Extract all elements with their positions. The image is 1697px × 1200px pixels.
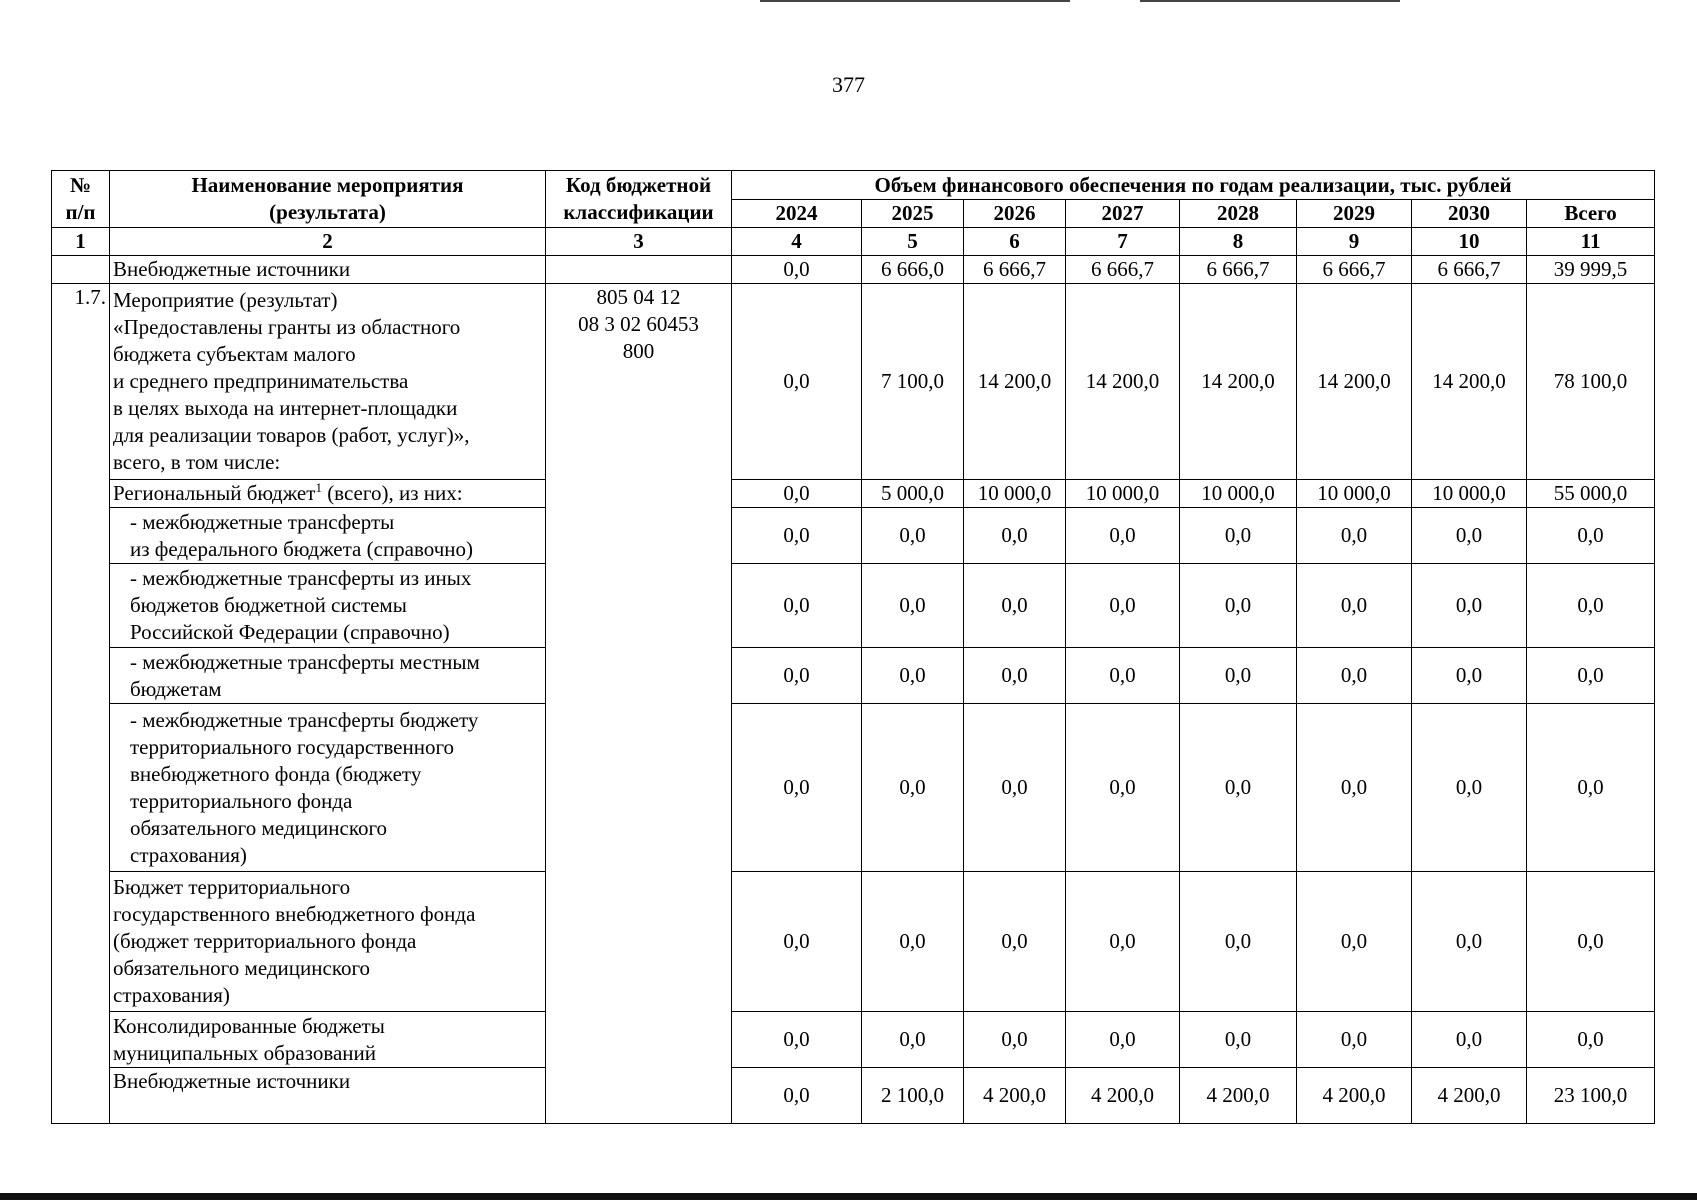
- value-cell: 0,0: [1180, 564, 1297, 648]
- bottom-edge-bar: [0, 1193, 1697, 1200]
- header-funding: Объем финансового обеспечения по годам реализации, тыс. рублей: [732, 171, 1655, 200]
- value-cell: 0,0: [862, 564, 964, 648]
- value-cell: 2 100,0: [862, 1068, 964, 1124]
- item-row: [52, 284, 1655, 480]
- value-cell: 14 200,0: [1066, 284, 1180, 480]
- header-no: № п/п: [52, 171, 110, 228]
- value-cell: 6 666,7: [1180, 256, 1297, 284]
- col-number: 11: [1527, 228, 1655, 256]
- value-cell: 0,0: [964, 872, 1066, 1012]
- value-cell: 0,0: [732, 508, 862, 564]
- value-cell: 0,0: [1066, 1012, 1180, 1068]
- regional-budget-label: Региональный бюджет: [113, 481, 316, 505]
- row-name: - межбюджетные трансферты из федерального бюджета (справочно): [110, 508, 546, 564]
- value-cell: 0,0: [964, 564, 1066, 648]
- value-cell: 0,0: [1527, 508, 1655, 564]
- col-number: 4: [732, 228, 862, 256]
- col-number: 10: [1412, 228, 1527, 256]
- transfer-row: [52, 704, 1655, 872]
- value-cell: 0,0: [964, 648, 1066, 704]
- value-cell: 4 200,0: [1066, 1068, 1180, 1124]
- value-cell: 10 000,0: [1412, 480, 1527, 508]
- value-cell: 4 200,0: [1412, 1068, 1527, 1124]
- row-name: Внебюджетные источники: [110, 256, 546, 284]
- value-cell: 0,0: [1527, 704, 1655, 872]
- transfer-row: [52, 648, 1655, 704]
- value-cell: 0,0: [964, 704, 1066, 872]
- value-cell: 0,0: [1412, 704, 1527, 872]
- transfer-row: [52, 564, 1655, 648]
- row-name: Консолидированные бюджеты муниципальных образований: [110, 1012, 546, 1068]
- header-year: 2030: [1412, 200, 1527, 228]
- table-body: [52, 171, 1655, 1124]
- header-year: 2029: [1297, 200, 1412, 228]
- value-cell: 14 200,0: [1180, 284, 1297, 480]
- value-cell: 0,0: [1527, 648, 1655, 704]
- value-cell: 0,0: [1297, 564, 1412, 648]
- value-cell: 0,0: [732, 872, 862, 1012]
- header-year: 2026: [964, 200, 1066, 228]
- transfer-row: [52, 508, 1655, 564]
- value-cell: 14 200,0: [1412, 284, 1527, 480]
- header-row-col-numbers: [52, 228, 1655, 256]
- budget-source-row: [52, 872, 1655, 1012]
- value-cell: 0,0: [1412, 872, 1527, 1012]
- value-cell: 10 000,0: [1180, 480, 1297, 508]
- budget-source-row: [52, 1068, 1655, 1124]
- header-year: 2028: [1180, 200, 1297, 228]
- col-number: 2: [110, 228, 546, 256]
- value-cell: 0,0: [862, 648, 964, 704]
- empty-cell: [546, 256, 732, 284]
- item-name: Мероприятие (результат) «Предоставлены гранты из областного бюджета субъектам малого и среднего предпринимательства в целях выхода на интернет-площадки для реализации товаров (работ, услуг)», всего, в том числе:: [110, 284, 546, 480]
- row-name: - межбюджетные трансферты местным бюджетам: [110, 648, 546, 704]
- value-cell: 0,0: [1066, 564, 1180, 648]
- value-cell: 0,0: [732, 1068, 862, 1124]
- value-cell: 0,0: [732, 648, 862, 704]
- value-cell: 6 666,7: [1297, 256, 1412, 284]
- value-cell: 10 000,0: [964, 480, 1066, 508]
- regional-budget-row: [52, 480, 1655, 508]
- header-code: Код бюджетной классификации: [546, 171, 732, 228]
- regional-budget-label-rest: (всего), из них:: [321, 481, 463, 505]
- value-cell: 0,0: [732, 1012, 862, 1068]
- prev-offbudget-row: [52, 256, 1655, 284]
- value-cell: 55 000,0: [1527, 480, 1655, 508]
- value-cell: 10 000,0: [1066, 480, 1180, 508]
- empty-cell: [52, 256, 110, 284]
- header-year: 2024: [732, 200, 862, 228]
- page-number: 377: [832, 72, 865, 97]
- value-cell: 6 666,7: [1066, 256, 1180, 284]
- value-cell: 0,0: [1297, 872, 1412, 1012]
- value-cell: 39 999,5: [1527, 256, 1655, 284]
- value-cell: 0,0: [1180, 648, 1297, 704]
- value-cell: 0,0: [1412, 1012, 1527, 1068]
- col-number: 9: [1297, 228, 1412, 256]
- value-cell: 0,0: [732, 256, 862, 284]
- value-cell: 0,0: [1297, 1012, 1412, 1068]
- regional-budget-name: [110, 480, 546, 508]
- value-cell: 6 666,7: [964, 256, 1066, 284]
- top-edge-line-2: [1140, 0, 1400, 2]
- value-cell: 4 200,0: [964, 1068, 1066, 1124]
- value-cell: 0,0: [1180, 508, 1297, 564]
- value-cell: 10 000,0: [1297, 480, 1412, 508]
- value-cell: 4 200,0: [1180, 1068, 1297, 1124]
- col-number: 8: [1180, 228, 1297, 256]
- value-cell: 4 200,0: [1297, 1068, 1412, 1124]
- value-cell: 14 200,0: [964, 284, 1066, 480]
- row-name: Бюджет территориального государственного внебюджетного фонда (бюджет территориального фонда обязательного медицинского страхования): [110, 872, 546, 1012]
- value-cell: 0,0: [1180, 1012, 1297, 1068]
- value-cell: 0,0: [1297, 648, 1412, 704]
- footnote-mark: 1: [315, 480, 322, 495]
- value-cell: 0,0: [1527, 1012, 1655, 1068]
- row-name: - межбюджетные трансферты бюджету территориального государственного внебюджетного фонда (бюджету территориального фонда обязательного медицинского страхования): [110, 704, 546, 872]
- item-budget-code: 805 04 12 08 3 02 60453 800: [546, 284, 732, 1124]
- top-edge-line-1: [760, 0, 1070, 2]
- value-cell: 0,0: [1527, 872, 1655, 1012]
- header-total: Всего: [1527, 200, 1655, 228]
- budget-source-row: [52, 1012, 1655, 1068]
- header-row-1: [52, 171, 1655, 200]
- value-cell: 5 000,0: [862, 480, 964, 508]
- value-cell: 14 200,0: [1297, 284, 1412, 480]
- col-number: 6: [964, 228, 1066, 256]
- value-cell: 6 666,0: [862, 256, 964, 284]
- value-cell: 0,0: [862, 508, 964, 564]
- value-cell: 0,0: [732, 704, 862, 872]
- item-index: 1.7.: [52, 284, 110, 1124]
- value-cell: 0,0: [1180, 872, 1297, 1012]
- value-cell: 0,0: [862, 872, 964, 1012]
- value-cell: 0,0: [732, 564, 862, 648]
- value-cell: 0,0: [1066, 704, 1180, 872]
- value-cell: 0,0: [1297, 508, 1412, 564]
- value-cell: 0,0: [732, 480, 862, 508]
- value-cell: 0,0: [862, 704, 964, 872]
- value-cell: 23 100,0: [1527, 1068, 1655, 1124]
- value-cell: 0,0: [1066, 648, 1180, 704]
- header-year: 2025: [862, 200, 964, 228]
- value-cell: 78 100,0: [1527, 284, 1655, 480]
- row-name: Внебюджетные источники: [110, 1068, 546, 1124]
- value-cell: 0,0: [732, 284, 862, 480]
- value-cell: 0,0: [1066, 872, 1180, 1012]
- col-number: 1: [52, 228, 110, 256]
- value-cell: 0,0: [1412, 508, 1527, 564]
- col-number: 3: [546, 228, 732, 256]
- row-name: - межбюджетные трансферты из иных бюджетов бюджетной системы Российской Федерации (справочно): [110, 564, 546, 648]
- value-cell: 0,0: [1180, 704, 1297, 872]
- col-number: 7: [1066, 228, 1180, 256]
- col-number: 5: [862, 228, 964, 256]
- value-cell: 0,0: [964, 508, 1066, 564]
- value-cell: 0,0: [1412, 648, 1527, 704]
- value-cell: 0,0: [1066, 508, 1180, 564]
- value-cell: 0,0: [862, 1012, 964, 1068]
- value-cell: 0,0: [1527, 564, 1655, 648]
- value-cell: 0,0: [1412, 564, 1527, 648]
- value-cell: 0,0: [964, 1012, 1066, 1068]
- value-cell: 0,0: [1297, 704, 1412, 872]
- funding-table: [51, 170, 1655, 1124]
- header-name: Наименование мероприятия (результата): [110, 171, 546, 228]
- value-cell: 7 100,0: [862, 284, 964, 480]
- header-year: 2027: [1066, 200, 1180, 228]
- value-cell: 6 666,7: [1412, 256, 1527, 284]
